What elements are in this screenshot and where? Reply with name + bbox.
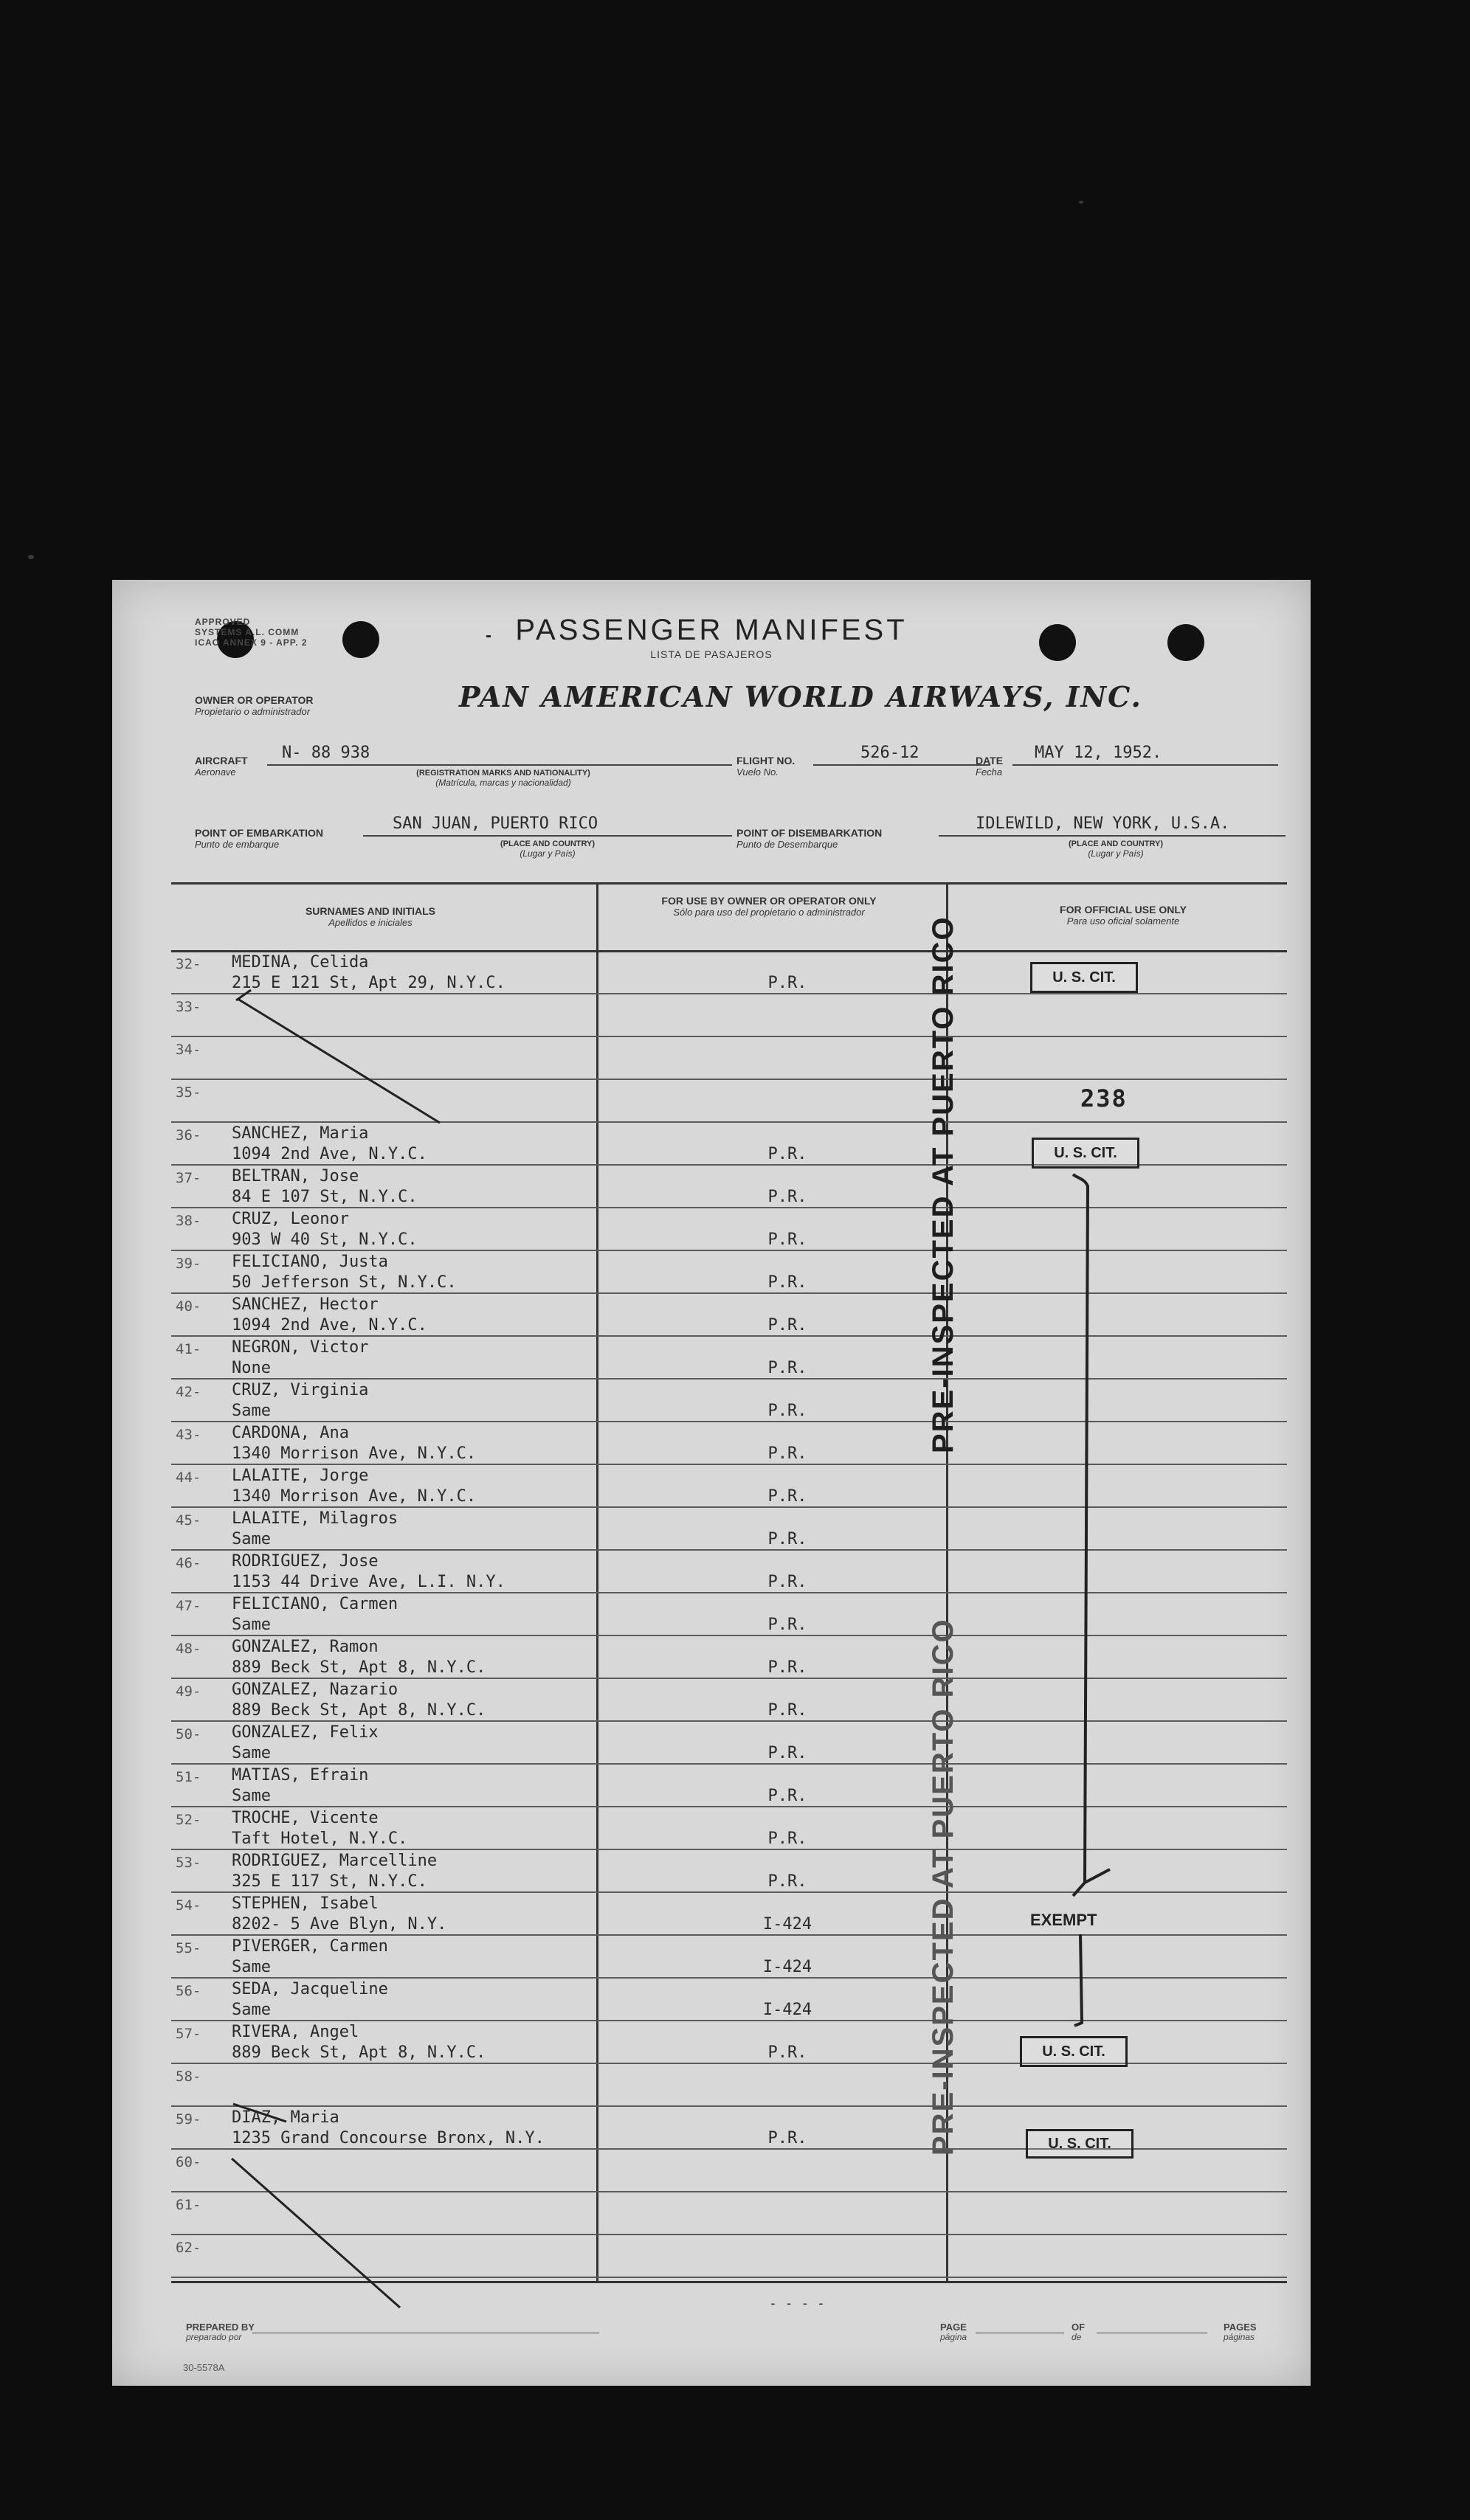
document-code: P.R. <box>767 1444 807 1463</box>
row-number: 46- <box>176 1555 201 1571</box>
disembark-label-en: POINT OF DISEMBARKATION <box>736 827 883 839</box>
us-citizen-stamp: U. S. CIT. <box>1030 962 1138 993</box>
document-code: P.R. <box>767 1487 807 1506</box>
document-code: P.R. <box>767 1273 807 1292</box>
flight-label-en: FLIGHT NO. <box>736 755 796 766</box>
row-number: 59- <box>176 2111 201 2128</box>
passenger-address: 325 E 117 St, N.Y.C. <box>232 1872 427 1891</box>
row-number: 56- <box>176 1983 201 1999</box>
embark-caption-en: (PLACE AND COUNTRY) <box>500 840 596 848</box>
row-number: 34- <box>176 1042 201 1058</box>
passenger-address: Same <box>232 1530 271 1548</box>
owner-head-es: Sólo para uso del propietario o administrador <box>673 907 865 918</box>
official-head-en: FOR OFFICIAL USE ONLY <box>1060 904 1187 915</box>
document-code: P.R. <box>767 1188 807 1206</box>
passenger-address: 1235 Grand Concourse Bronx, N.Y. <box>232 2129 545 2147</box>
prepared-by-es: preparado por <box>186 2332 242 2342</box>
passenger-name: CRUZ, Virginia <box>232 1381 369 1399</box>
passenger-address: 1094 2nd Ave, N.Y.C. <box>232 1316 427 1335</box>
prepared-by-label <box>186 2322 255 2342</box>
document-code: P.R. <box>767 1316 807 1335</box>
row-number: 35- <box>176 1084 201 1101</box>
passenger-address: Same <box>232 1744 271 1762</box>
names-head-es: Apellidos e iniciales <box>328 917 413 928</box>
row-number: 60- <box>176 2154 201 2170</box>
row-number: 42- <box>176 1384 201 1400</box>
passenger-name: SANCHEZ, Maria <box>232 1124 369 1143</box>
row-number: 45- <box>176 1512 201 1529</box>
row-number: 57- <box>176 2026 201 2042</box>
passenger-name: LALAITE, Milagros <box>232 1509 398 1528</box>
document-code: P.R. <box>767 2043 807 2062</box>
document-code: P.R. <box>767 1658 807 1677</box>
owner-label-es: Propietario o administrador <box>195 706 311 717</box>
aircraft-label-es: Aeronave <box>195 766 236 778</box>
passenger-name: MATIAS, Efrain <box>232 1766 369 1785</box>
document-code: P.R. <box>767 974 807 992</box>
pre-inspected-stamp-faint: PRE-INSPECTED AT PUERTO RICO <box>927 1618 959 2156</box>
document-code: I-424 <box>762 2001 812 2019</box>
passenger-address: 1340 Morrison Ave, N.Y.C. <box>232 1487 477 1506</box>
approval-line: ICAO ANNEX 9 - APP. 2 <box>195 637 308 648</box>
passenger-address: 1153 44 Drive Ave, L.I. N.Y. <box>232 1573 505 1591</box>
passenger-name: FELICIANO, Carmen <box>232 1595 398 1613</box>
passenger-address: 50 Jefferson St, N.Y.C. <box>232 1273 457 1292</box>
passenger-address: 1094 2nd Ave, N.Y.C. <box>232 1145 427 1163</box>
passenger-name: GONZALEZ, Nazario <box>232 1680 398 1699</box>
pages-label <box>1224 2322 1257 2342</box>
passenger-address: Same <box>232 1787 271 1805</box>
passenger-address: 215 E 121 St, Apt 29, N.Y.C. <box>232 974 505 992</box>
owner-label-en: OWNER OR OPERATOR <box>195 694 314 706</box>
scan-speck <box>28 555 34 559</box>
aircraft-value: N- 88 938 <box>282 744 370 762</box>
passenger-name: RIVERA, Angel <box>232 2023 359 2041</box>
passenger-address: 889 Beck St, Apt 8, N.Y.C. <box>232 1701 486 1720</box>
passenger-name: NEGRON, Victor <box>232 1338 369 1357</box>
handwritten-count: 238 <box>1080 1084 1128 1112</box>
cancel-stroke <box>238 999 440 1123</box>
passenger-name: BELTRAN, Jose <box>232 1167 359 1185</box>
us-citizen-stamp: U. S. CIT. <box>1026 2129 1133 2159</box>
page-label-en: PAGE <box>940 2322 967 2333</box>
owner-head-en: FOR USE BY OWNER OR OPERATOR ONLY <box>661 895 877 907</box>
disembark-label-es: Punto de Desembarque <box>736 839 838 850</box>
document-code: P.R. <box>767 2129 807 2147</box>
document-code: P.R. <box>767 1230 807 1249</box>
names-head-en: SURNAMES AND INITIALS <box>305 905 436 917</box>
handwriting-strokes <box>112 580 1311 2386</box>
aircraft-label-en: AIRCRAFT <box>195 755 248 766</box>
passenger-name: SANCHEZ, Hector <box>232 1295 379 1314</box>
form-number: 30-5578A <box>183 2362 225 2373</box>
row-number: 50- <box>176 1726 201 1742</box>
passenger-address: 889 Beck St, Apt 8, N.Y.C. <box>232 2043 486 2062</box>
embark-caption-es: (Lugar y País) <box>520 848 576 859</box>
passenger-address: 889 Beck St, Apt 8, N.Y.C. <box>232 1658 486 1677</box>
prepared-by-en: PREPARED BY <box>186 2322 255 2333</box>
disembark-caption-es: (Lugar y País) <box>1088 848 1144 859</box>
row-number: 39- <box>176 1256 201 1272</box>
row-number: 52- <box>176 1812 201 1828</box>
aircraft-caption-es: (Matrícula, marcas y nacionalidad) <box>435 778 571 788</box>
of-label-es: de <box>1072 2332 1082 2342</box>
document-code: I-424 <box>762 1915 812 1934</box>
passenger-name: GONZALEZ, Ramon <box>232 1638 379 1656</box>
row-number: 54- <box>176 1897 201 1914</box>
passenger-address: Same <box>232 1616 271 1634</box>
row-number: 61- <box>176 2197 201 2213</box>
passenger-address: None <box>232 1359 271 1377</box>
flight-label-es: Vuelo No. <box>736 766 779 778</box>
passenger-address: 84 E 107 St, N.Y.C. <box>232 1188 418 1206</box>
flight-value: 526-12 <box>860 744 919 762</box>
cancel-stroke <box>233 2104 286 2122</box>
embark-label-en: POINT OF EMBARKATION <box>195 827 323 839</box>
document-code: P.R. <box>767 1573 807 1591</box>
row-number: 58- <box>176 2069 201 2085</box>
approval-line: SYSTEMS A.L. COMM <box>195 627 300 637</box>
row-number: 53- <box>176 1855 201 1871</box>
passenger-name: GONZALEZ, Felix <box>232 1723 379 1742</box>
row-number: 43- <box>176 1427 201 1443</box>
row-number: 48- <box>176 1641 201 1657</box>
passenger-address: Same <box>232 1402 271 1420</box>
passenger-name: RODRIGUEZ, Marcelline <box>232 1852 438 1870</box>
passenger-name: STEPHEN, Isabel <box>232 1894 379 1913</box>
page-label <box>940 2322 967 2342</box>
cancel-stroke <box>236 990 251 1000</box>
scan-speck <box>1079 201 1083 204</box>
row-number: 49- <box>176 1683 201 1700</box>
passenger-name: CARDONA, Ana <box>232 1424 349 1442</box>
bracket-arrow <box>1073 1174 1110 1896</box>
passenger-name: DIAZ, Maria <box>232 2108 339 2127</box>
document-code: P.R. <box>767 1402 807 1420</box>
pre-inspected-stamp: PRE-INSPECTED AT PUERTO RICO <box>927 915 959 1453</box>
document-code: P.R. <box>767 1359 807 1377</box>
disembark-caption-en: (PLACE AND COUNTRY) <box>1068 840 1164 848</box>
pages-label-es: páginas <box>1224 2332 1255 2342</box>
embark-value: SAN JUAN, PUERTO RICO <box>393 814 598 833</box>
manifest-paper <box>112 580 1311 2386</box>
form-title-es: LISTA DE PASAJEROS <box>650 648 773 660</box>
footer-dots: - - - - <box>769 2296 825 2311</box>
document-code: P.R. <box>767 1616 807 1634</box>
row-number: 40- <box>176 1298 201 1315</box>
document-code: P.R. <box>767 1145 807 1163</box>
document-code: P.R. <box>767 1744 807 1762</box>
row-number: 47- <box>176 1598 201 1614</box>
date-label-en: DATE <box>976 755 1004 766</box>
row-number: 36- <box>176 1127 201 1143</box>
official-head-es: Para uso oficial solamente <box>1066 915 1180 927</box>
passenger-address: Taft Hotel, N.Y.C. <box>232 1830 408 1848</box>
passenger-name: PIVERGER, Carmen <box>232 1937 388 1956</box>
airline-name: PAN AMERICAN WORLD AIRWAYS, INC. <box>459 680 1142 713</box>
page-label-es: página <box>940 2332 967 2342</box>
passenger-address: 1340 Morrison Ave, N.Y.C. <box>232 1444 477 1463</box>
exempt-mark: EXEMPT <box>1030 1911 1097 1929</box>
passenger-name: FELICIANO, Justa <box>232 1253 388 1271</box>
passenger-address: Same <box>232 2001 271 2019</box>
row-number: 62- <box>176 2240 201 2256</box>
of-label <box>1072 2322 1085 2342</box>
row-number: 41- <box>176 1341 201 1357</box>
passenger-address: Same <box>232 1958 271 1976</box>
passenger-name: LALAITE, Jorge <box>232 1467 369 1485</box>
document-code: P.R. <box>767 1701 807 1720</box>
document-code: P.R. <box>767 1530 807 1548</box>
document-code: P.R. <box>767 1872 807 1891</box>
document-code: P.R. <box>767 1830 807 1848</box>
row-number: 37- <box>176 1170 201 1186</box>
pages-label-en: PAGES <box>1224 2322 1257 2333</box>
row-number: 51- <box>176 1769 201 1785</box>
disembark-value: IDLEWILD, NEW YORK, U.S.A. <box>976 814 1230 833</box>
approval-line: APPROVED <box>195 617 251 627</box>
passenger-address: 903 W 40 St, N.Y.C. <box>232 1230 418 1249</box>
passenger-address: 8202- 5 Ave Blyn, N.Y. <box>232 1915 447 1934</box>
row-number: 32- <box>176 956 201 972</box>
us-citizen-stamp: U. S. CIT. <box>1020 2036 1128 2067</box>
passenger-name: TROCHE, Vicente <box>232 1809 379 1827</box>
row-number: 33- <box>176 999 201 1015</box>
embark-label-es: Punto de embarque <box>195 839 280 850</box>
of-label-en: OF <box>1072 2322 1086 2333</box>
passenger-name: SEDA, Jacqueline <box>232 1980 388 1998</box>
passenger-name: RODRIGUEZ, Jose <box>232 1552 379 1571</box>
document-code: P.R. <box>767 1787 807 1805</box>
row-number: 55- <box>176 1940 201 1956</box>
dash-mark: - <box>486 626 491 645</box>
aircraft-caption-en: (REGISTRATION MARKS AND NATIONALITY) <box>416 769 590 778</box>
document-code: I-424 <box>762 1958 812 1976</box>
passenger-name: MEDINA, Celida <box>232 953 369 972</box>
date-value: MAY 12, 1952. <box>1035 744 1162 762</box>
date-label-es: Fecha <box>976 766 1003 778</box>
us-citizen-stamp: U. S. CIT. <box>1032 1138 1139 1169</box>
cancel-stroke <box>232 2159 400 2308</box>
exempt-arrow <box>1074 1934 1082 2026</box>
row-number: 38- <box>176 1213 201 1229</box>
passenger-name: CRUZ, Leonor <box>232 1210 349 1228</box>
form-title: PASSENGER MANIFEST <box>515 614 908 646</box>
row-number: 44- <box>176 1470 201 1486</box>
